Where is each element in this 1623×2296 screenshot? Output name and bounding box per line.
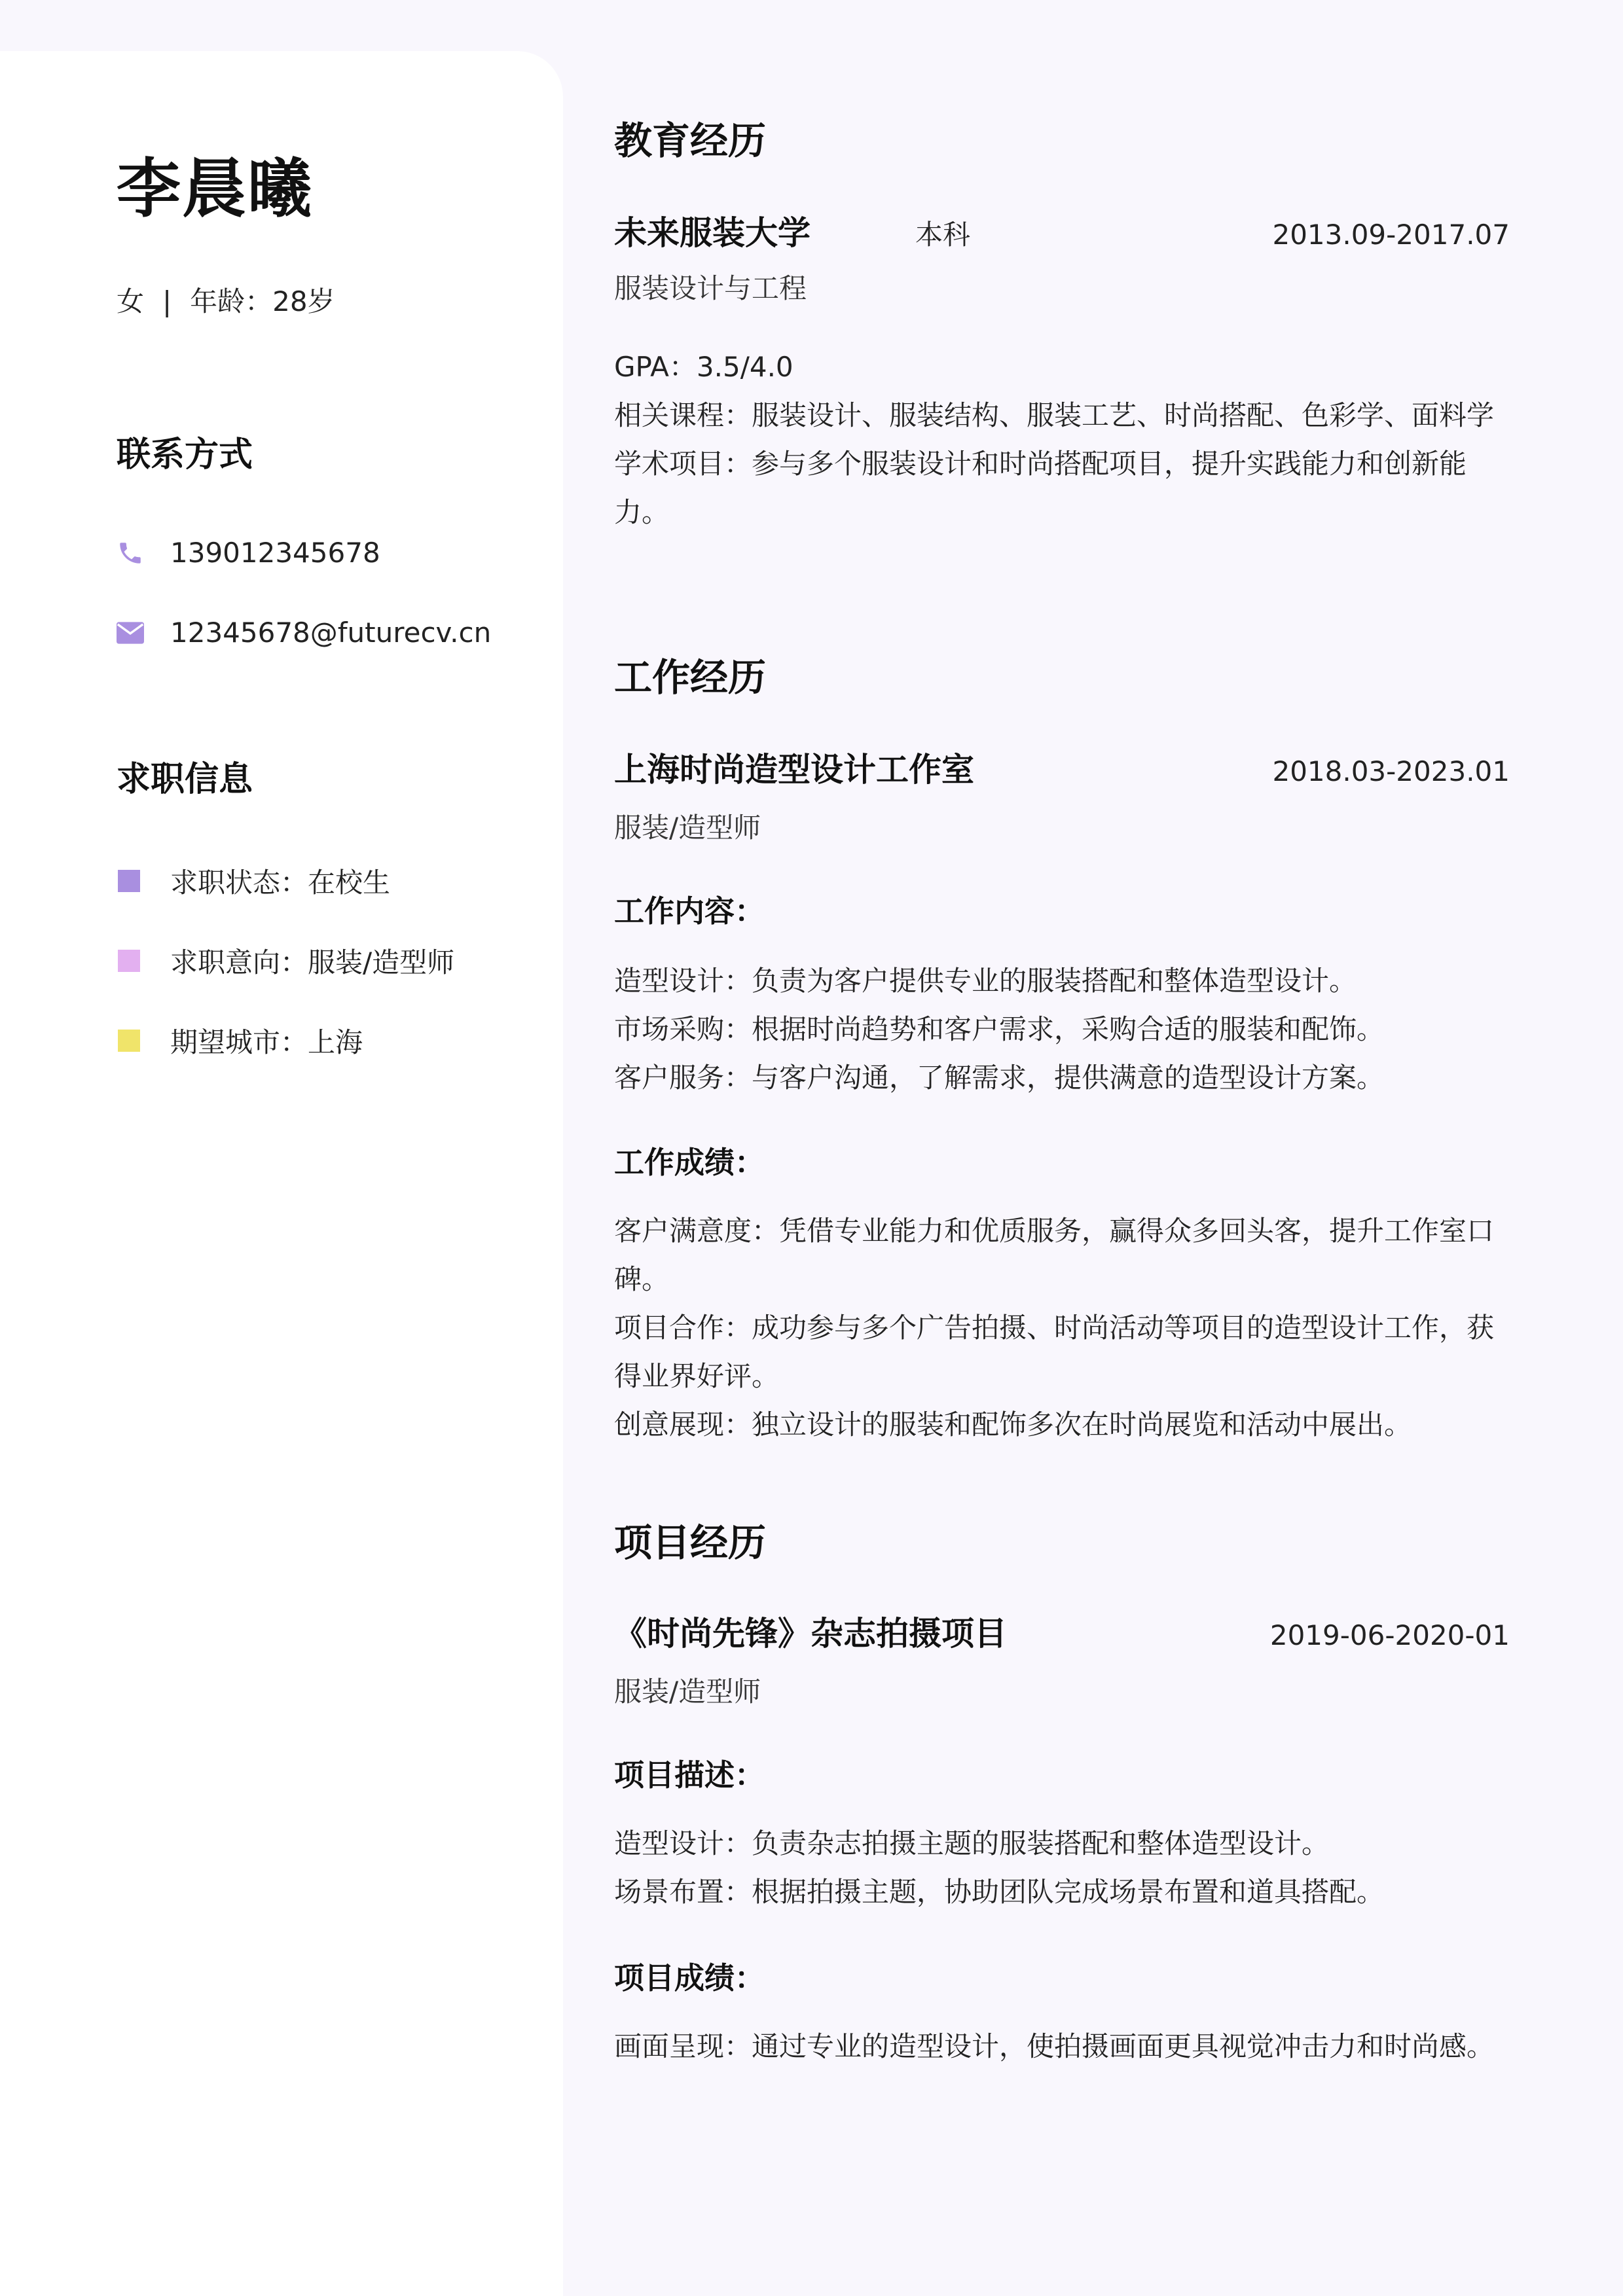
work-achievement-label: 工作成绩： [614, 1145, 765, 1180]
major: 服装设计与工程 [614, 272, 807, 304]
job-city-row [117, 1021, 363, 1060]
job-intent: 求职意向：服装/造型师 [170, 946, 455, 978]
age: 年龄：28岁 [190, 285, 335, 317]
gpa: GPA：3.5/4.0 [614, 351, 793, 383]
project-header [614, 1607, 1510, 1655]
purple-square-icon [118, 870, 140, 892]
pink-square-icon [118, 950, 140, 972]
project-name: 《时尚先锋》杂志拍摄项目 [614, 1615, 1007, 1653]
school-name: 未来服装大学 [614, 214, 811, 252]
project-result-line: 画面呈现：通过专业的造型设计，使拍摄画面更具视觉冲击力和时尚感。 [614, 2030, 1495, 2062]
academic-projects: 学术项目：参与多个服装设计和时尚搭配项目，提升实践能力和创新能力。 [614, 448, 1467, 528]
job-city: 期望城市：上海 [170, 1026, 363, 1058]
project-role: 服装/造型师 [614, 1676, 761, 1708]
project-date: 2019-06-2020-01 [1269, 1619, 1510, 1651]
project-result-label: 项目成绩： [614, 1960, 765, 1996]
mail-icon [117, 619, 144, 647]
work-achievement-line: 客户满意度：凭借专业能力和优质服务，赢得众多回头客，提升工作室口碑。 [614, 1215, 1495, 1295]
gender: 女 [117, 285, 145, 317]
education-details [614, 343, 1510, 537]
work-content-line: 市场采购：根据时尚趋势和客户需求，采购合适的服装和配饰。 [614, 1013, 1385, 1045]
education-header [614, 207, 1510, 254]
contact-email-row [117, 617, 491, 649]
work-date: 2018.03-2023.01 [1272, 755, 1510, 787]
basic-info [117, 280, 335, 319]
job-info-title: 求职信息 [117, 760, 253, 799]
contact-phone-row [117, 537, 380, 569]
phone-icon [117, 539, 144, 567]
work-achievements [614, 1207, 1510, 1449]
job-status-row [117, 861, 390, 901]
email-address: 12345678@futurecv.cn [170, 617, 492, 649]
project-title: 项目经历 [614, 1520, 767, 1565]
job-status: 求职状态：在校生 [170, 867, 391, 899]
work-content-line: 造型设计：负责为客户提供专业的服装搭配和整体造型设计。 [614, 965, 1357, 997]
education-date: 2013.09-2017.07 [1272, 219, 1510, 251]
phone-number: 139012345678 [170, 537, 380, 569]
project-results [614, 2022, 1510, 2071]
work-achievement-line: 项目合作：成功参与多个广告拍摄、时尚活动等项目的造型设计工作，获得业界好评。 [614, 1312, 1495, 1392]
project-desc-line: 造型设计：负责杂志拍摄主题的服装搭配和整体造型设计。 [614, 1827, 1330, 1859]
job-intent-row [117, 941, 454, 980]
info-separator: | [162, 285, 172, 317]
degree: 本科 [915, 219, 971, 251]
work-role: 服装/造型师 [614, 812, 761, 844]
work-content-label: 工作内容： [614, 893, 765, 929]
contact-title: 联系方式 [117, 435, 253, 475]
project-desc-line: 场景布置：根据拍摄主题，协助团队完成场景布置和道具搭配。 [614, 1876, 1385, 1908]
project-desc-label: 项目描述： [614, 1757, 765, 1793]
work-title: 工作经历 [614, 655, 767, 700]
work-content [614, 957, 1510, 1102]
courses: 相关课程：服装设计、服装结构、服装工艺、时尚搭配、色彩学、面料学 [614, 399, 1495, 431]
work-achievement-line: 创意展现：独立设计的服装和配饰多次在时尚展览和活动中展出。 [614, 1408, 1412, 1441]
work-header [614, 744, 1510, 791]
yellow-square-icon [118, 1030, 140, 1052]
sidebar [0, 51, 563, 2296]
project-description [614, 1820, 1510, 1916]
company-name: 上海时尚造型设计工作室 [614, 751, 974, 789]
education-title: 教育经历 [614, 118, 767, 163]
candidate-name: 李晨曦 [117, 152, 314, 226]
work-content-line: 客户服务：与客户沟通，了解需求，提供满意的造型设计方案。 [614, 1062, 1385, 1094]
